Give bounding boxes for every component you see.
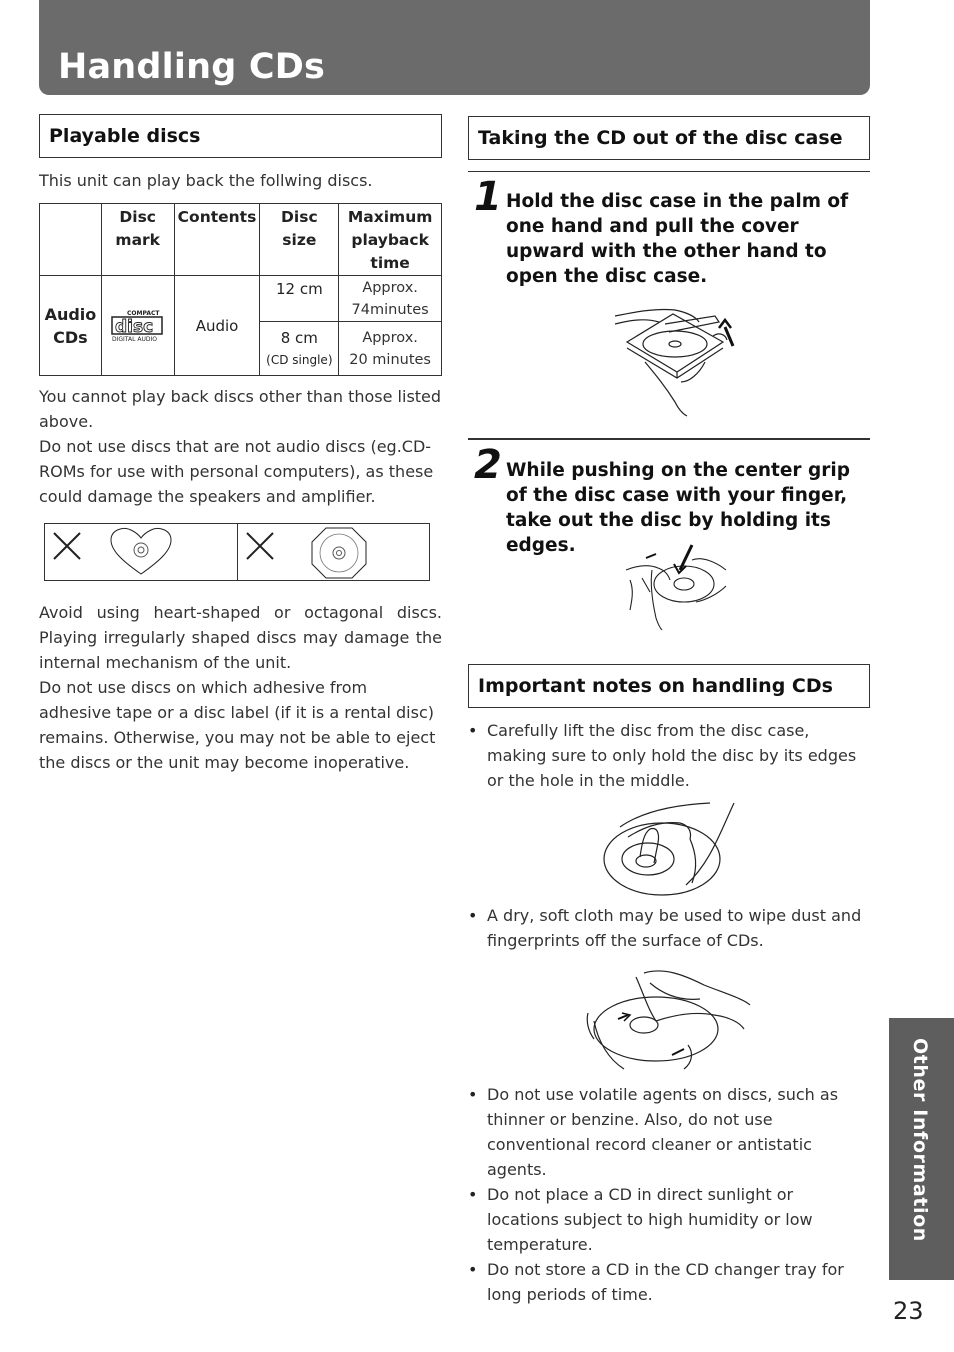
list-item: • A dry, soft cloth may be used to wipe dust and fingerprints off the surface of CDs. [468,903,868,953]
step-number-2: 2 [474,442,502,488]
cross-icon [247,533,273,559]
time-cell-12cm: Approx. 74minutes [339,276,442,322]
contents-cell: Audio [174,276,260,376]
divider [468,171,870,172]
section-side-tab-label: Other Information [909,1038,931,1242]
table-header-max-time: Maximum playback time [339,204,442,276]
notes-list-3 [468,1082,868,1307]
page-title: Handling CDs [58,47,326,87]
svg-text:DIGITAL AUDIO: DIGITAL AUDIO [111,335,157,343]
page-number: 23 [893,1297,924,1325]
note-adhesive: Do not use discs on which adhesive from adhesive tape or a disc label (if it is a rental disc) remains. Otherwise, you may not be able to eject the discs or the unit may become inoperative. [39,678,436,772]
playable-discs-heading: Playable discs [39,114,442,158]
notes-list-1 [468,718,868,793]
size-cell-12cm: 12 cm [260,276,339,322]
playable-discs-table [39,203,442,376]
title-bar [39,0,870,95]
wipe-disc-illustration [584,965,754,1073]
list-item: • Do not store a CD in the CD changer tray for long periods of time. [468,1257,868,1307]
note-listed-discs: You cannot play back discs other than those listed above. [39,387,442,431]
list-item: • Do not use volatile agents on discs, such as thinner or benzine. Also, do not use conventional record cleaner or antistatic agents. [468,1082,868,1182]
cross-icon [54,533,80,559]
table-row [40,276,442,322]
step-number-1: 1 [474,174,502,220]
octagon-disc-illustration [238,524,430,580]
list-item: • Carefully lift the disc from the disc case, making sure to only hold the disc by its edges or the hole in the middle. [468,718,868,793]
svg-text:disc: disc [114,316,153,337]
note-irregular-discs: Avoid using heart-shaped or octagonal discs. Playing irregularly shaped discs may damage the internal mechanism of the unit. [39,603,442,672]
heart-disc-illustration [45,524,237,580]
open-case-illustration [615,302,745,417]
time-cell-8cm: Approx. 20 minutes [339,322,442,376]
note-non-audio: Do not use discs that are not audio discs (eg.CD-ROMs for use with personal computers), as these could damage the speakers and amplifier. [39,437,434,506]
step-text-2: While pushing on the center grip of the disc case with your finger, take out the disc by holding its edges. [506,460,850,556]
compact-disc-logo [101,276,174,376]
table-header-disc-size: Disc size [260,204,339,276]
important-notes-heading: Important notes on handling CDs [468,664,870,708]
section-side-tab [889,1018,954,1280]
table-header-row [40,204,442,276]
table-header-empty [40,204,102,276]
step-text-1: Hold the disc case in the palm of one hand and pull the cover upward with the other hand to open the disc case. [506,191,849,287]
taking-out-heading: Taking the CD out of the disc case [468,116,870,160]
table-header-contents: Contents [174,204,260,276]
playable-intro: This unit can play back the follwing discs. [39,171,373,190]
size-cell-8cm: 8 cm (CD single) [260,322,339,376]
svg-text:COMPACT: COMPACT [126,309,160,317]
table-row-label: Audio CDs [40,276,102,376]
table-header-disc-mark: Disc mark [101,204,174,276]
divider [468,438,870,440]
notes-list-2 [468,903,868,953]
list-item: • Do not place a CD in direct sunlight or locations subject to high humidity or low temperature. [468,1182,868,1257]
remove-disc-illustration [622,540,732,630]
irregular-discs-figure [44,523,430,581]
hold-disc-illustration [600,803,740,898]
